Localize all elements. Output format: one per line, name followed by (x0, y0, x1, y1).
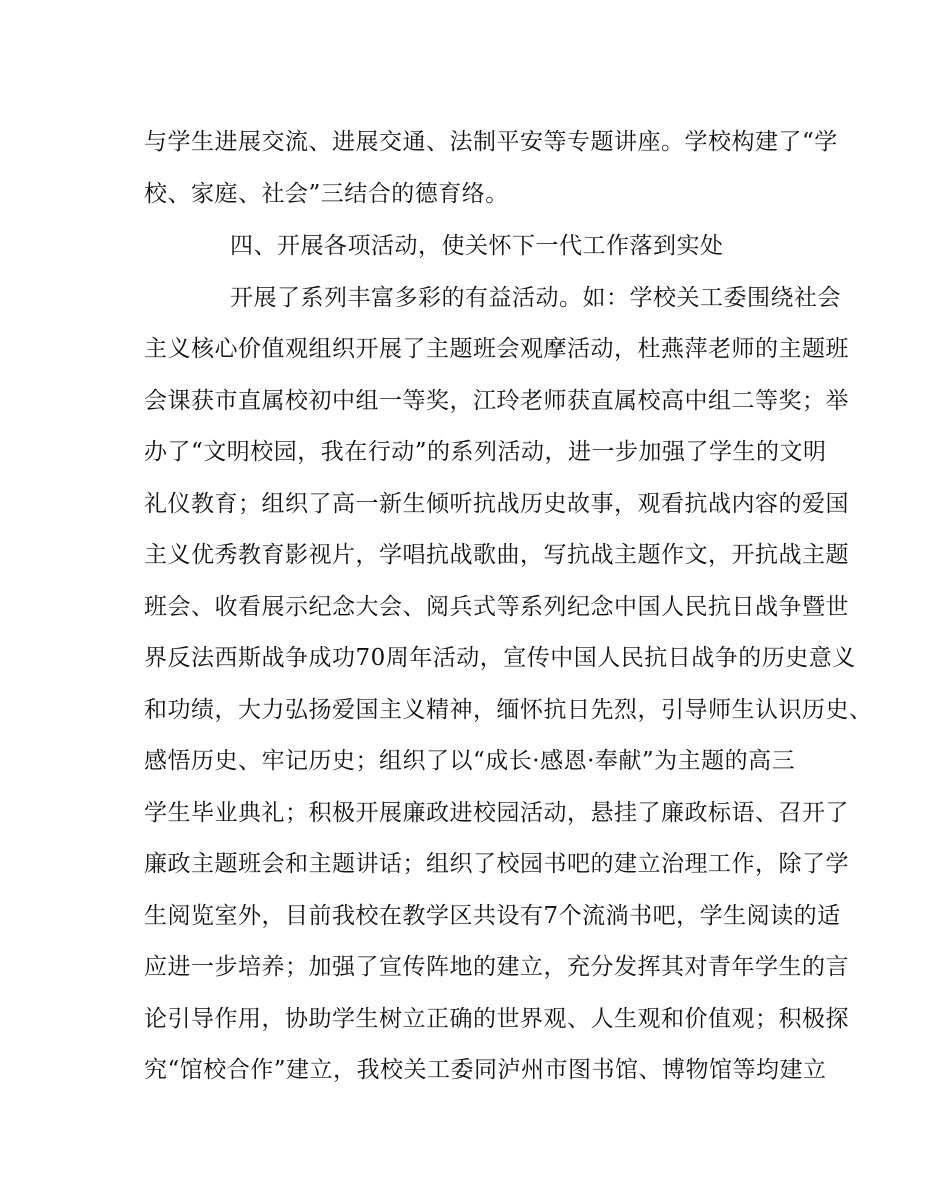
text-line: 与学生进展交流、进展交通、法制平安等专题讲座。学校构建了“学 (144, 129, 838, 155)
text-line: 究“馆校合作”建立，我校关工委同泸州市图书馆、博物馆等均建立 (144, 1057, 827, 1083)
text-line: 主义优秀教育影视片，学唱抗战歌曲，写抗战主题作文，开抗战主题 (144, 542, 849, 568)
text-line: 生阅览室外，目前我校在教学区共设有7个流淌书吧，学生阅读的适 (144, 903, 841, 929)
text-line: 班会、收看展示纪念大会、阅兵式等系列纪念中国人民抗日战争暨世 (144, 594, 849, 620)
text-line: 应进一步培养；加强了宣传阵地的建立，充分发挥其对青年学生的言 (144, 954, 849, 980)
text-line: 廉政主题班会和主题讲话；组织了校园书吧的建立治理工作，除了学 (144, 851, 849, 877)
text-line: 和功绩，大力弘扬爱国主义精神，缅怀抗日先烈，引导师生认识历史、 (144, 697, 873, 723)
text-line: 界反法西斯战争成功70周年活动，宣传中国人民抗日战争的历史意义 (144, 645, 856, 671)
section-heading: 四、开展各项活动，使关怀下一代工作落到实处 (230, 233, 724, 259)
text-line: 学生毕业典礼；积极开展廉政进校园活动，悬挂了廉政标语、召开了 (144, 800, 849, 826)
text-line: 办了“文明校园，我在行动”的系列活动，进一步加强了学生的文明 (144, 439, 827, 465)
text-line: 感悟历史、牢记历史；组织了以“成长·感恩·奉献”为主题的高三 (144, 748, 796, 774)
text-line: 论引导作用，协助学生树立正确的世界观、人生观和价值观；积极探 (144, 1006, 849, 1032)
text-line: 主义核心价值观组织开展了主题班会观摩活动，杜燕萍老师的主题班 (144, 336, 849, 362)
text-line: 校、家庭、社会”三结合的德育络。 (144, 181, 509, 207)
text-line: 会课获市直属校初中组一等奖，江玲老师获直属校高中组二等奖；举 (144, 388, 849, 414)
paragraph-first-line: 开展了系列丰富多彩的有益活动。如：学校关工委围绕社会 (230, 285, 841, 311)
text-line: 礼仪教育；组织了高一新生倾听抗战历史故事，观看抗战内容的爱国 (144, 491, 849, 517)
